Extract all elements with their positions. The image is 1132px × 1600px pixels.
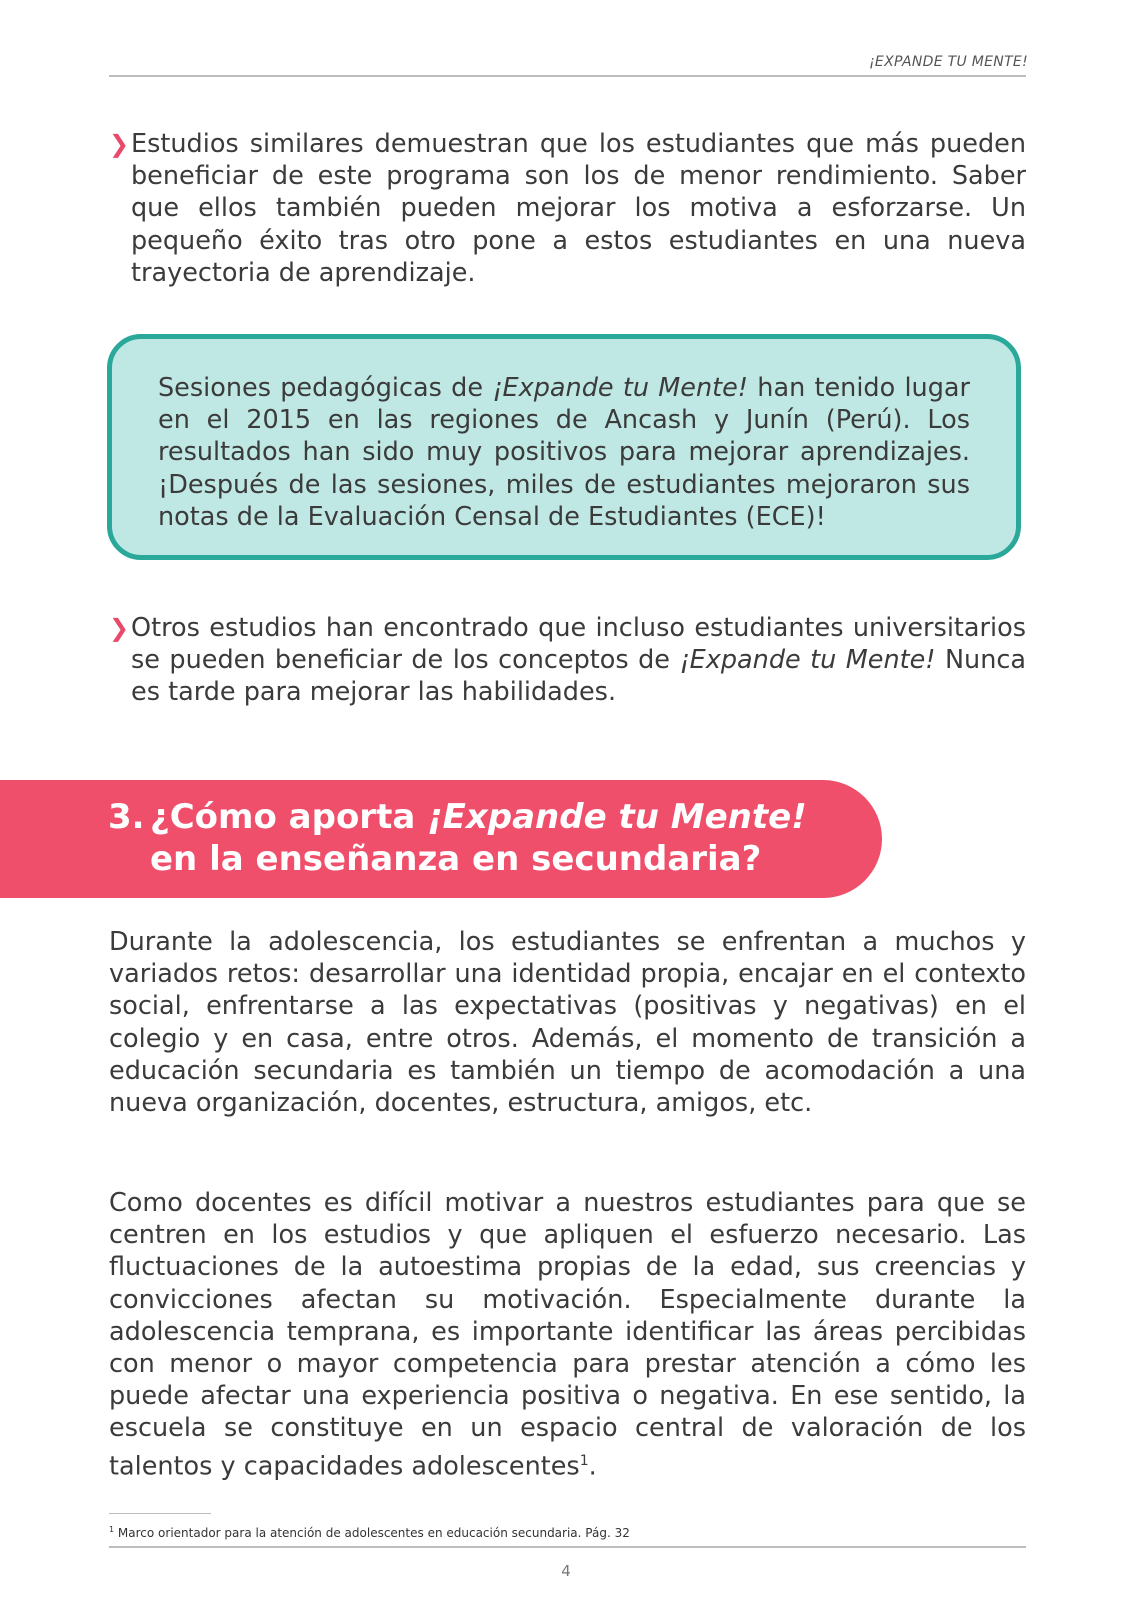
section-title: 3. ¿Cómo aporta ¡Expande tu Mente! en la enseñanza en secundaria?	[108, 797, 807, 879]
body-paragraph-1: Durante la adolescencia, los estudiantes se enfrentan a muchos y variados retos: desarrollar una identidad propia, encajar en el contexto social, enfrentarse a las expectativas (positivas y negativas) en el colegio y en casa, entre otros. Además, el momento de transición a educación secundaria es también un tiempo de acomodación a una nueva organización, docentes, estructura, amigos, etc.	[109, 927, 1026, 1119]
page-number: 4	[561, 1562, 571, 1580]
bullet-item-1	[109, 128, 1026, 289]
highlight-callout	[107, 334, 1021, 560]
running-header: ¡EXPANDE TU MENTE!	[869, 54, 1028, 70]
callout-text: Sesiones pedagógicas de ¡Expande tu Mente! han tenido lugar en el 2015 en las regiones de Ancash y Junín (Perú). Los resultados han sido muy positivos para mejorar aprendizajes. ¡Después de las sesiones, miles de estudiantes mejoraron sus notas de la Evaluación Censal de Estudiantes (ECE)!	[158, 373, 971, 532]
bullet-item-2	[109, 612, 1026, 709]
body-paragraph-2: Como docentes es difícil motivar a nuestros estudiantes para que se centren en los estudios y que apliquen el esfuerzo necesario. Las fluctuaciones de la autoestima propias de la edad, sus creencias y convicciones afectan su motivación. Especialmente durante la adolescencia temprana, es importante identificar las áreas percibidas con menor o mayor competencia para prestar atención a cómo les puede afectar una experiencia positiva o negativa. En ese sentido, la escuela se constituye en un espacio central de valoración de los talentos y capacidades adolescentes$^1$.	[109, 1188, 1026, 1482]
section-heading-banner	[0, 780, 882, 898]
chevron-right-icon: ❯	[109, 614, 130, 642]
footnote-reference: 1	[579, 1452, 589, 1469]
header-divider	[109, 75, 1026, 77]
bullet-text: Estudios similares demuestran que los estudiantes que más pueden beneficiar de este programa son los de menor rendimiento. Saber que ellos también pueden mejorar los motiva a esforzarse. Un pequeño éxito tras otro pone a estos estudiantes en una nueva trayectoria de aprendizaje.	[131, 129, 1026, 288]
bullet-text: Otros estudios han encontrado que incluso estudiantes universitarios se pueden beneficiar de los conceptos de ¡Expande tu Mente! Nunca es tarde para mejorar las habilidades.	[131, 613, 1027, 708]
footnote: $^1$ Marco orientador para la atención de adolescentes en educación secundaria. Pág. 32	[109, 1525, 630, 1540]
footer-divider	[109, 1546, 1026, 1548]
footnote-divider	[109, 1513, 211, 1514]
chevron-right-icon: ❯	[109, 130, 130, 158]
